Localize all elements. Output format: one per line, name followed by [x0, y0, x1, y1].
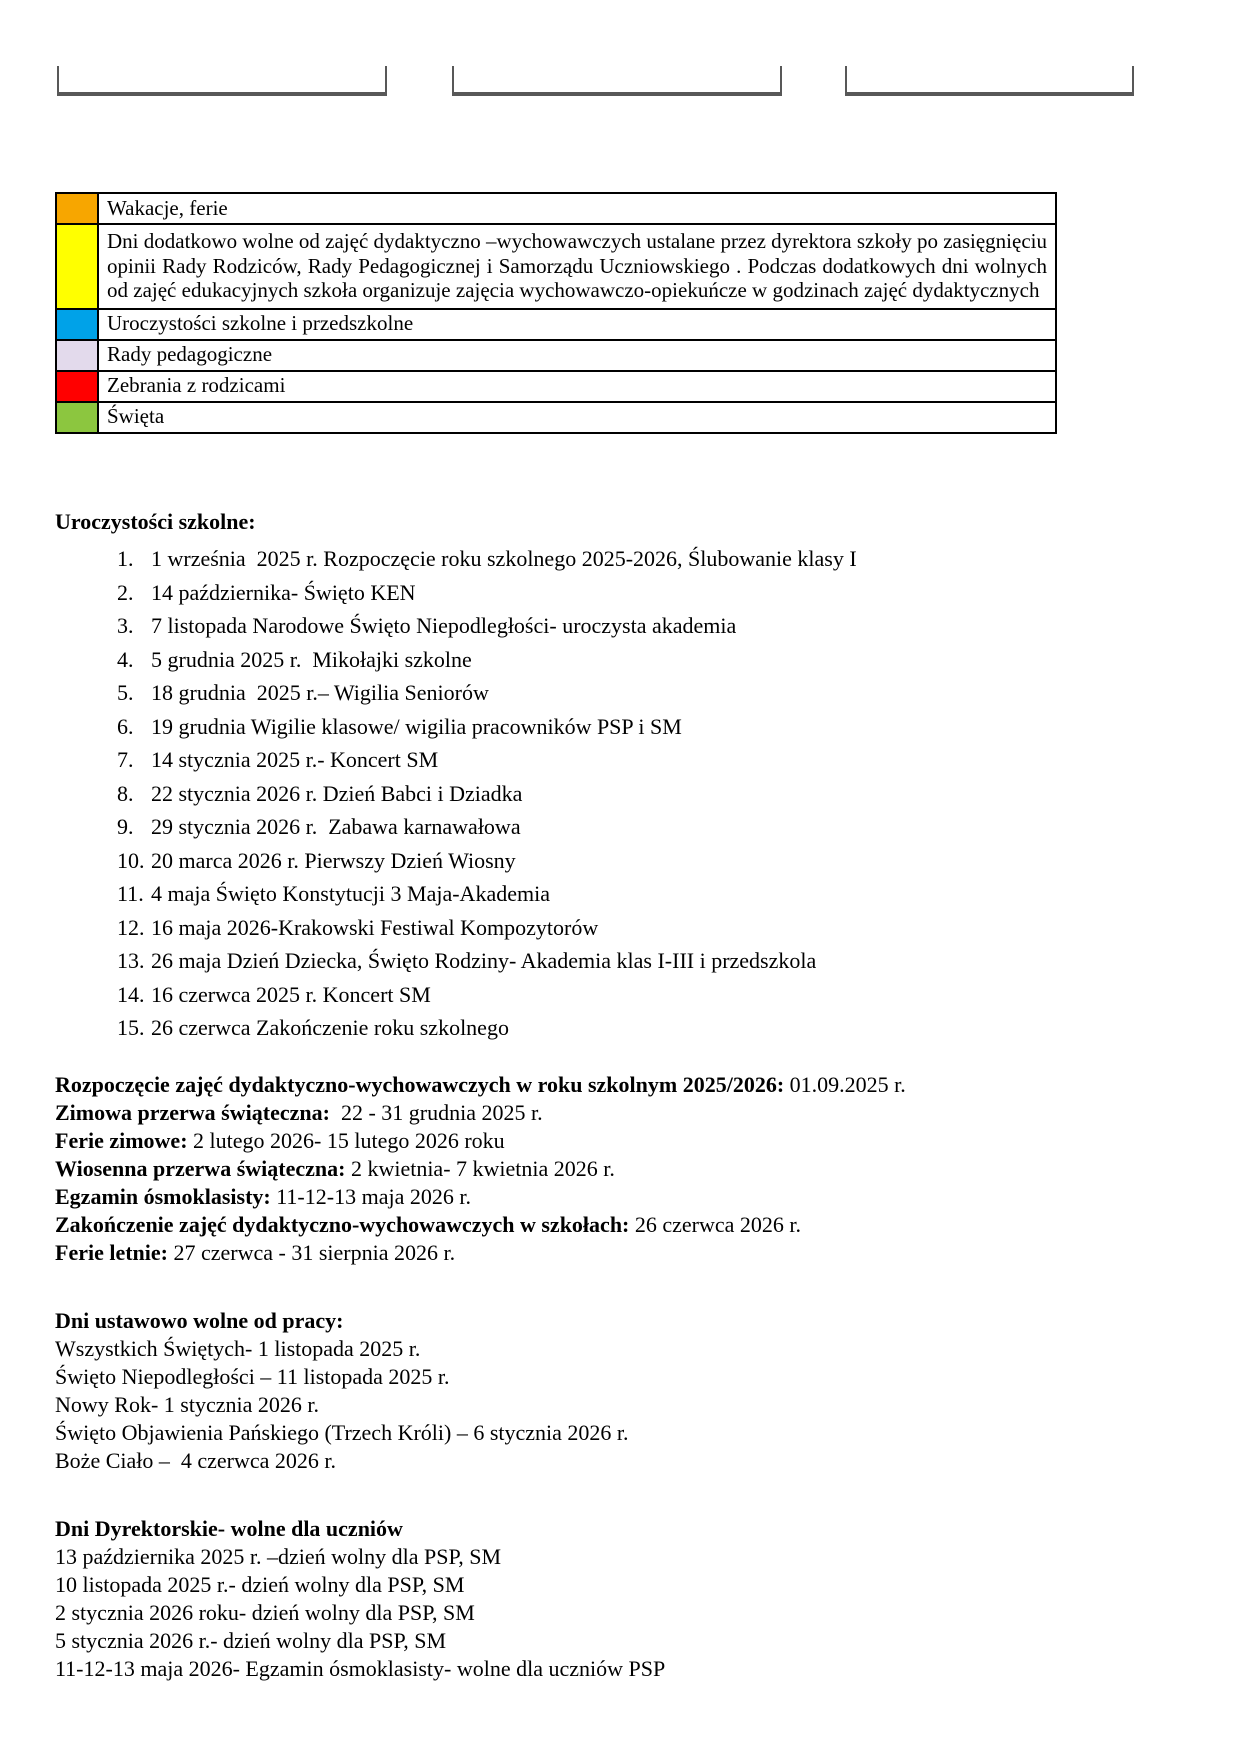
header-field-box-1 [57, 66, 387, 96]
director-day-line: 2 stycznia 2026 roku- dzień wolny dla PSP, SM [55, 1599, 475, 1625]
key-date-value: 11-12-13 maja 2026 r. [270, 1183, 471, 1209]
event-item: 14 października- Święto KEN [151, 579, 416, 605]
event-item: 22 stycznia 2026 r. Dzień Babci i Dziadka [151, 780, 523, 806]
event-item: 26 czerwca Zakończenie roku szkolnego [151, 1015, 509, 1040]
key-date-line [55, 1071, 1065, 1099]
event-item: 29 stycznia 2026 r. Zabawa karnawałowa [151, 814, 521, 839]
legend-label: Uroczystości szkolne i przedszkolne [98, 309, 1056, 340]
key-date-value: 26 czerwca 2026 r. [629, 1211, 802, 1237]
legend-row-uroczystosci [56, 309, 1056, 340]
key-date-line [55, 1239, 1065, 1267]
event-item: 1 września 2025 r. Rozpoczęcie roku szkolnego 2025-2026, Ślubowanie klasy I [151, 546, 857, 571]
legend-row-dni-dodatkowe [56, 224, 1056, 309]
key-date-label: Ferie zimowe: [55, 1127, 188, 1153]
header-field-box-2 [452, 66, 782, 96]
legend-color-swatch-yellow [56, 224, 98, 309]
legend-color-swatch-green [56, 402, 98, 433]
event-item: 16 czerwca 2025 r. Koncert SM [151, 981, 431, 1007]
legend-color-swatch-red [56, 371, 98, 402]
key-date-label: Egzamin ósmoklasisty: [55, 1183, 271, 1209]
holiday-line: Święto Niepodległości – 11 listopada 2025 r. [55, 1363, 450, 1389]
key-date-label: Ferie letnie: [55, 1239, 168, 1265]
legend-row-zebrania [56, 371, 1056, 402]
legend-label: Wakacje, ferie [98, 193, 1056, 224]
event-item: 19 grudnia Wigilie klasowe/ wigilia pracowników PSP i SM [151, 713, 682, 739]
key-date-line [55, 1211, 1065, 1239]
legend-label: Rady pedagogiczne [98, 340, 1056, 371]
key-date-value: 22 - 31 grudnia 2025 r. [329, 1099, 543, 1125]
legend-label: Dni dodatkowo wolne od zajęć dydaktyczno –wychowawczych ustalane przez dyrektora szkoły po zasięgnięciu opinii Rady Rodziców, Rady Pedagogicznej i Samorządu Uczniowskiego . Podczas dodatkowych dni wolnych od zajęć edukacyjnych szkoła organizuje zajęcia wychowawczo-opiekuńcze w godzinach zajęć dydaktycznych [98, 224, 1056, 309]
director-day-line: 10 listopada 2025 r.- dzień wolny dla PSP, SM [55, 1571, 465, 1597]
event-item: 7 listopada Narodowe Święto Niepodległości- uroczysta akademia [151, 613, 737, 638]
event-item: 14 stycznia 2025 r.- Koncert SM [151, 747, 439, 772]
key-date-line [55, 1099, 1065, 1127]
holiday-line: Wszystkich Świętych- 1 listopada 2025 r. [55, 1335, 421, 1361]
key-date-line [55, 1155, 1065, 1183]
key-date-line [55, 1127, 1065, 1155]
key-date-label: Rozpoczęcie zajęć dydaktyczno-wychowawczych w roku szkolnym 2025/2026: [55, 1071, 785, 1097]
legend-row-wakacje [56, 193, 1056, 224]
director-day-line: 5 stycznia 2026 r.- dzień wolny dla PSP, SM [55, 1627, 447, 1653]
legend-row-rady [56, 340, 1056, 371]
key-date-value: 2 kwietnia- 7 kwietnia 2026 r. [345, 1155, 615, 1181]
public-holidays-heading: Dni ustawowo wolne od pracy: [55, 1307, 344, 1333]
events-list [55, 542, 1065, 1045]
legend-label: Święta [98, 402, 1056, 433]
key-date-value: 2 lutego 2026- 15 lutego 2026 roku [187, 1127, 505, 1153]
key-dates-block [55, 1071, 1065, 1267]
legend-table [55, 192, 1057, 434]
legend-row-swieta [56, 402, 1056, 433]
event-item: 26 maja Dzień Dziecka, Święto Rodziny- Akademia klas I-III i przedszkola [151, 948, 817, 973]
key-date-label: Zimowa przerwa świąteczna: [55, 1099, 330, 1125]
public-holidays-section [55, 1307, 1065, 1475]
event-item: 5 grudnia 2025 r. Mikołajki szkolne [151, 646, 472, 672]
event-item: 16 maja 2026-Krakowski Festiwal Kompozytorów [151, 914, 599, 940]
event-item: 20 marca 2026 r. Pierwszy Dzień Wiosny [151, 847, 516, 873]
holiday-line: Święto Objawienia Pańskiego (Trzech Króli) – 6 stycznia 2026 r. [55, 1419, 629, 1445]
key-date-value: 27 czerwca - 31 sierpnia 2026 r. [168, 1239, 456, 1265]
holiday-line: Nowy Rok- 1 stycznia 2026 r. [55, 1391, 319, 1417]
event-item: 4 maja Święto Konstytucji 3 Maja-Akademia [151, 881, 550, 906]
legend-color-swatch-blue [56, 309, 98, 340]
director-day-line: 13 października 2025 r. –dzień wolny dla PSP, SM [55, 1543, 502, 1569]
legend-label: Zebrania z rodzicami [98, 371, 1056, 402]
key-date-value: 01.09.2025 r. [784, 1071, 906, 1097]
key-date-label: Zakończenie zajęć dydaktyczno-wychowawczych w szkołach: [55, 1211, 630, 1237]
holiday-line: Boże Ciało – 4 czerwca 2026 r. [55, 1447, 337, 1473]
director-days-heading: Dni Dyrektorskie- wolne dla uczniów [55, 1515, 403, 1541]
legend-color-swatch-orange [56, 193, 98, 224]
director-day-line: 11-12-13 maja 2026- Egzamin ósmoklasisty- wolne dla uczniów PSP [55, 1655, 666, 1681]
key-date-line [55, 1183, 1065, 1211]
legend-color-swatch-lavender [56, 340, 98, 371]
document-body [55, 508, 1065, 1683]
key-date-label: Wiosenna przerwa świąteczna: [55, 1155, 346, 1181]
event-item: 18 grudnia 2025 r.– Wigilia Seniorów [151, 680, 489, 705]
director-days-section [55, 1515, 1065, 1683]
events-heading: Uroczystości szkolne: [55, 509, 256, 534]
header-field-box-3 [845, 66, 1134, 96]
header-field-boxes [57, 66, 1137, 96]
